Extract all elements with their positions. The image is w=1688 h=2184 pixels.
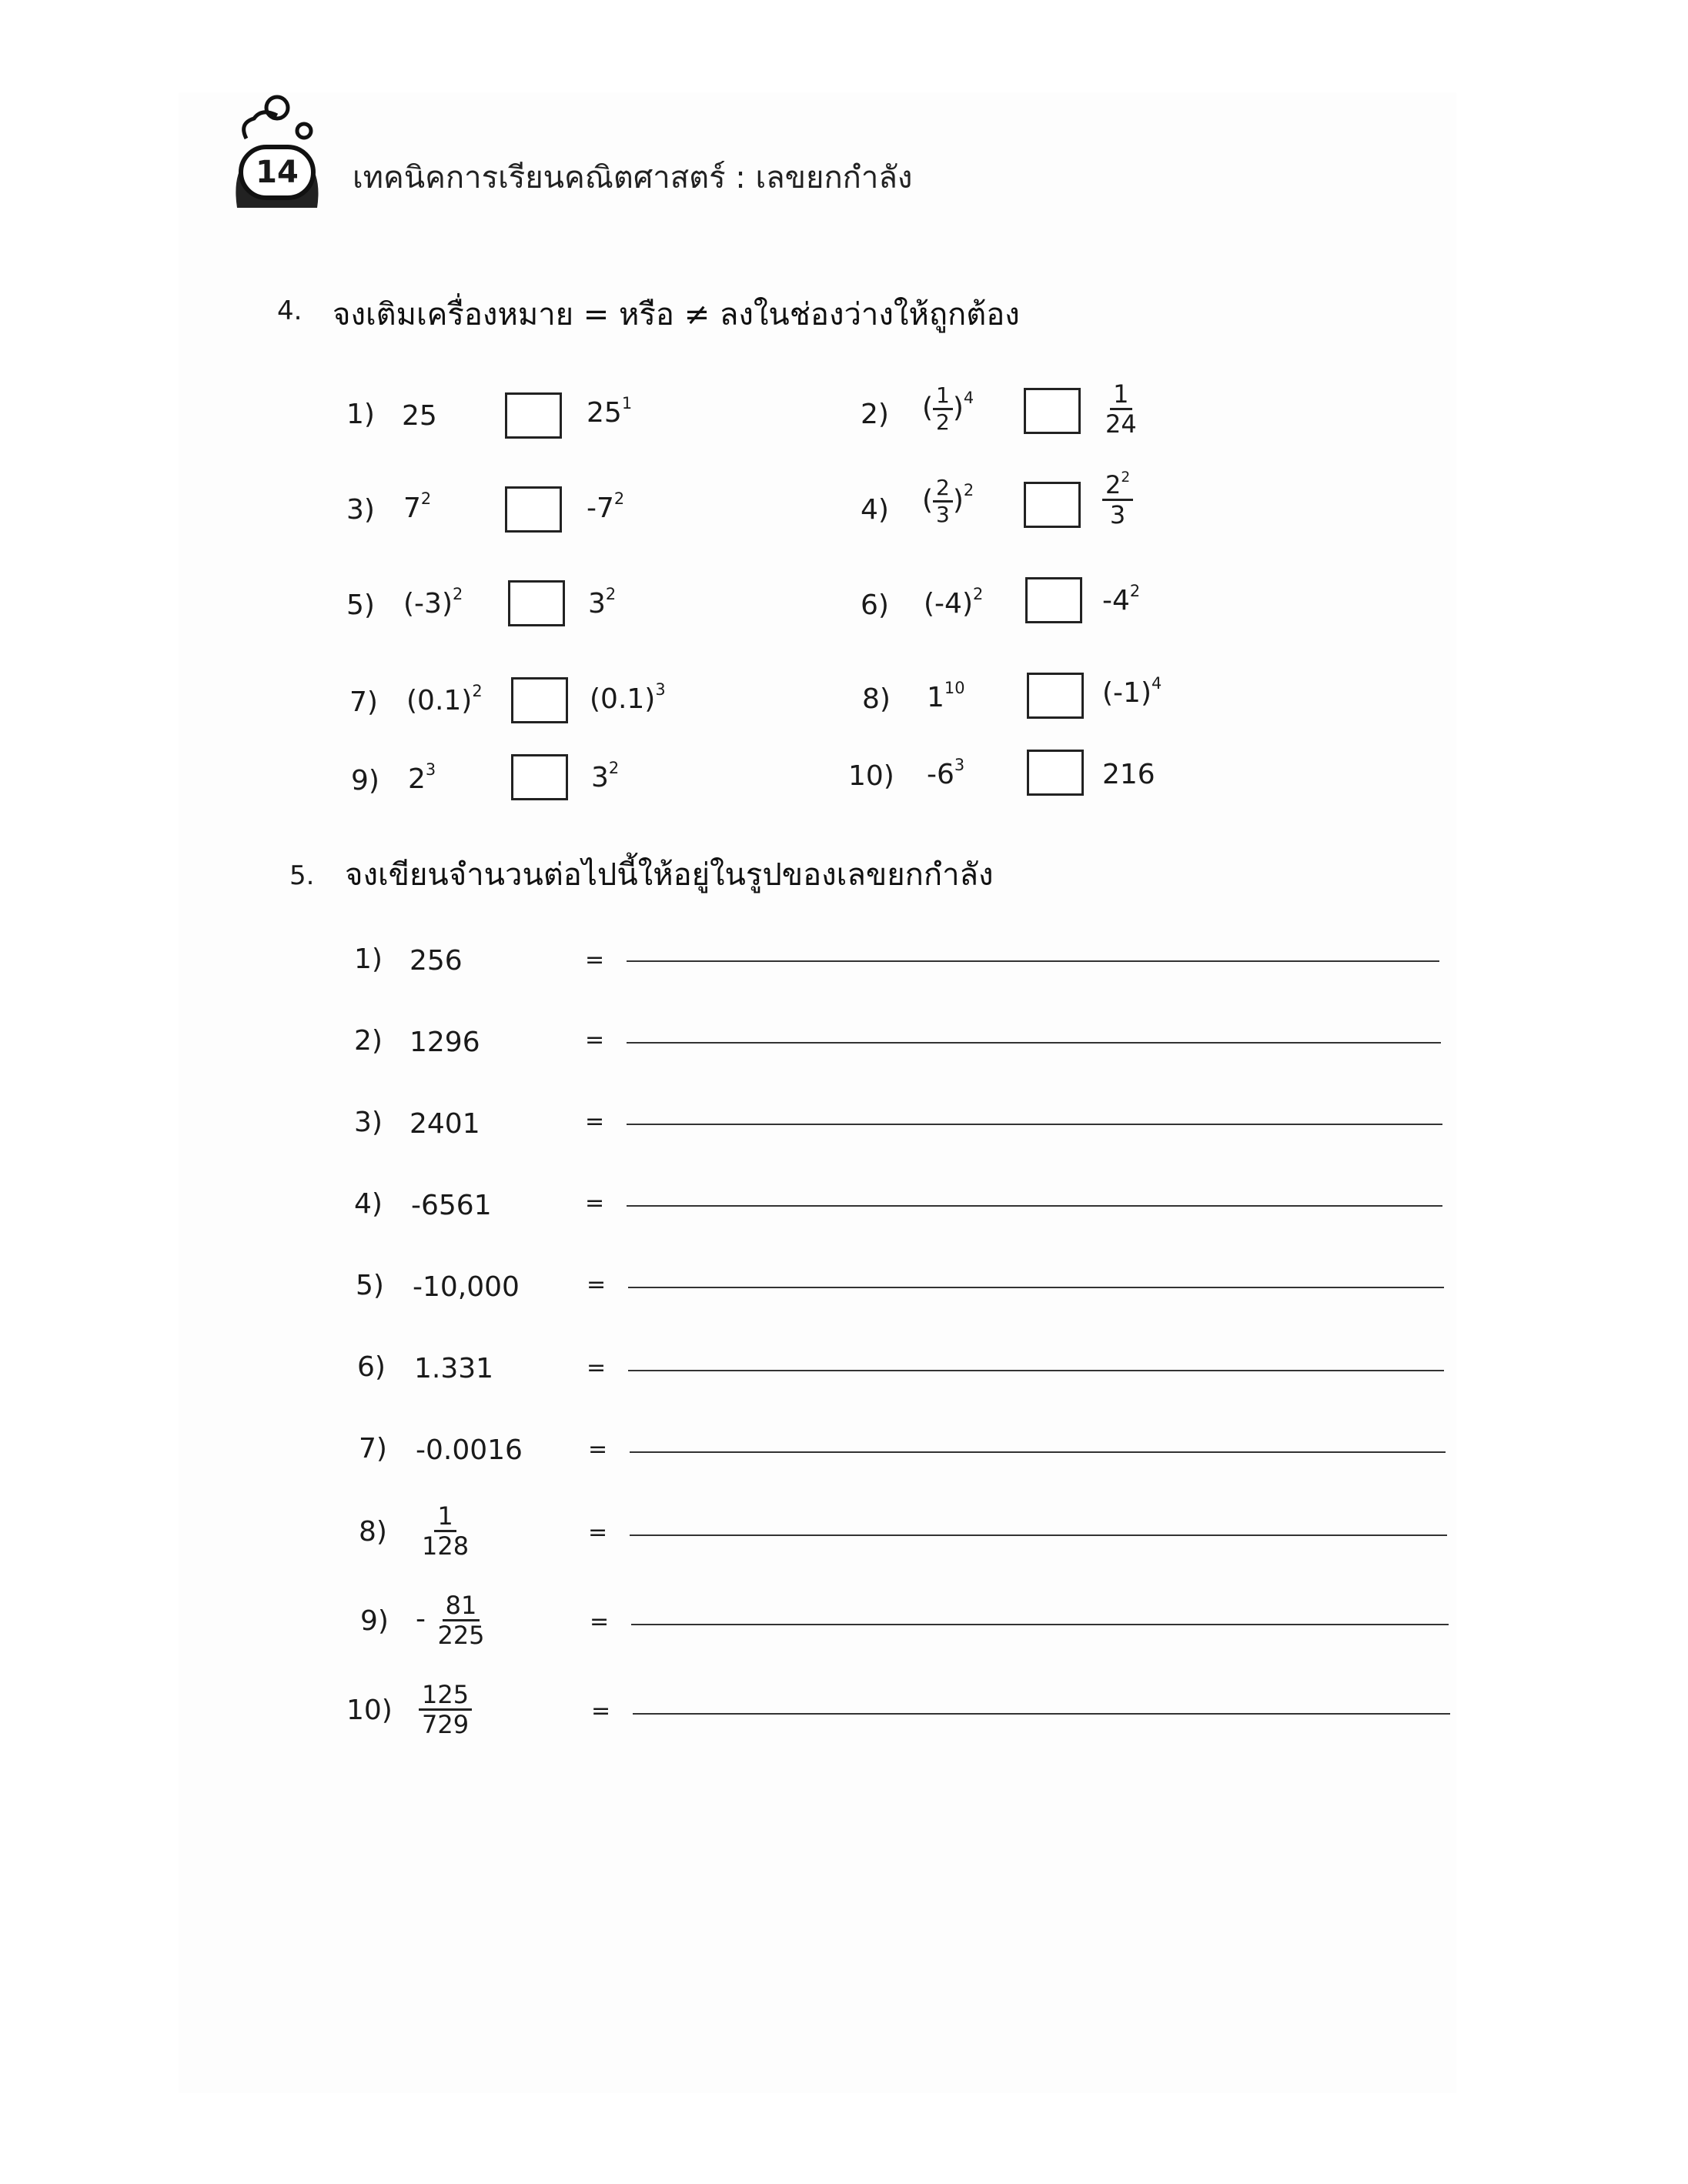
q4-item-9-label: 9) [351, 765, 379, 796]
q4-item-3-label: 3) [346, 494, 375, 526]
q4-item-3-left: $7^2$ [403, 489, 432, 524]
q4-item-5-answer-box[interactable] [508, 580, 565, 626]
q4-item-1-label: 1) [346, 399, 375, 430]
q4-item-2-answer-box[interactable] [1024, 388, 1081, 434]
q5-item-5-answer-line[interactable] [628, 1287, 1444, 1288]
q4-item-2-right: $\frac{1}{24}$ [1105, 379, 1137, 439]
q5-item-10-answer-line[interactable] [633, 1713, 1450, 1715]
page-sheet [179, 92, 1456, 2093]
q4-item-10-left: $-6^3$ [927, 755, 965, 790]
q4-item-5-label: 5) [346, 589, 375, 621]
q5-item-9-value: - $\frac{81}{225}$ [416, 1591, 485, 1650]
q4-item-2-label: 2) [861, 399, 889, 430]
q4-instruction: จงเติมเครื่องหมาย = หรือ ≠ ลงในช่องว่างให้ถูกต้อง [333, 297, 1020, 332]
q4-item-4-left: ( $\frac{2}{3}$ )$^2$ [922, 475, 974, 527]
q4-item-9-answer-box[interactable] [511, 754, 568, 800]
q5-item-1-equals: = [585, 947, 605, 973]
q5-item-6-equals: = [587, 1354, 607, 1381]
q5-item-3-equals: = [585, 1108, 605, 1135]
q4-item-4-right: $\frac{2^2}{3}$ [1102, 473, 1133, 527]
q4-item-7-right: $(0.1)^3$ [590, 680, 666, 715]
q5-item-10-equals: = [591, 1698, 611, 1725]
q4-item-8-label: 8) [862, 683, 891, 715]
q5-item-7-answer-line[interactable] [630, 1451, 1446, 1453]
q4-item-1-left: 25 [402, 400, 437, 432]
q4-item-1-answer-box[interactable] [505, 392, 562, 439]
q4-item-8-left: $1^{10}$ [927, 678, 965, 713]
q5-item-5-label: 5) [356, 1270, 384, 1301]
q5-item-8-answer-line[interactable] [630, 1534, 1447, 1536]
q4-item-6-left: $(-4)^2$ [924, 584, 984, 619]
q5-item-1-label: 1) [354, 943, 383, 975]
q4-item-10-answer-box[interactable] [1027, 750, 1084, 796]
q5-item-6-value: 1.331 [414, 1353, 494, 1384]
q5-item-9-answer-line[interactable] [631, 1624, 1449, 1625]
q5-item-3-answer-line[interactable] [627, 1124, 1442, 1125]
q5-item-4-equals: = [585, 1190, 605, 1217]
q5-item-2-answer-line[interactable] [627, 1042, 1441, 1044]
page-number-badge [239, 145, 316, 200]
q4-item-1-right: $25^1$ [587, 393, 633, 429]
q5-item-9-equals: = [590, 1608, 610, 1635]
q5-item-5-value: -10,000 [413, 1271, 520, 1303]
q4-item-6-answer-box[interactable] [1025, 577, 1082, 623]
q5-item-3-value: 2401 [409, 1108, 480, 1140]
q4-item-4-label: 4) [861, 494, 889, 526]
q4-item-6-label: 6) [861, 589, 889, 621]
q5-item-2-value: 1296 [409, 1027, 480, 1058]
q5-item-6-label: 6) [357, 1351, 386, 1383]
q4-item-8-right: $(-1)^4$ [1102, 673, 1162, 709]
q4-item-9-left: $2^3$ [408, 760, 436, 795]
q5-item-5-equals: = [587, 1271, 607, 1298]
q4-item-7-answer-box[interactable] [511, 677, 568, 723]
q5-item-8-label: 8) [359, 1516, 387, 1548]
q5-item-8-equals: = [588, 1519, 608, 1546]
q5-item-7-equals: = [588, 1436, 608, 1463]
q5-number: 5. [289, 860, 315, 891]
q5-instruction: จงเขียนจำนวนต่อไปนี้ให้อยู่ในรูปของเลขยกกำลัง [345, 857, 994, 893]
q4-item-9-right: $3^2$ [591, 758, 620, 793]
q4-item-5-left: $(-3)^2$ [403, 584, 463, 619]
q4-item-7-left: $(0.1)^2$ [406, 681, 483, 716]
page-number: 14 [256, 155, 299, 190]
q4-item-5-right: $3^2$ [588, 584, 617, 619]
q5-item-7-label: 7) [359, 1433, 387, 1464]
q5-item-3-label: 3) [354, 1107, 383, 1138]
q5-item-10-label: 10) [346, 1695, 393, 1726]
q5-item-1-answer-line[interactable] [627, 960, 1439, 962]
q5-item-9-label: 9) [360, 1605, 389, 1637]
q4-item-4-answer-box[interactable] [1024, 482, 1081, 528]
q5-item-4-value: -6561 [411, 1190, 492, 1221]
q5-item-7-value: -0.0016 [416, 1434, 523, 1466]
q4-item-3-answer-box[interactable] [505, 486, 562, 533]
q5-item-10-value: $\frac{125}{729}$ [419, 1682, 472, 1737]
q5-item-6-answer-line[interactable] [628, 1370, 1444, 1371]
q5-item-8-value: $\frac{1}{128}$ [422, 1501, 470, 1561]
q4-item-7-label: 7) [349, 686, 378, 718]
q4-item-10-label: 10) [848, 760, 894, 792]
header-title: เทคนิคการเรียนคณิตศาสตร์ : เลขยกกำลัง [353, 160, 913, 195]
q5-item-4-answer-line[interactable] [627, 1205, 1442, 1207]
q4-number: 4. [277, 296, 303, 326]
q5-item-2-equals: = [585, 1027, 605, 1054]
q4-item-2-left: ( $\frac{1}{2}$ )$^4$ [922, 382, 974, 435]
q4-item-6-right: $-4^2$ [1102, 581, 1141, 616]
q4-item-3-right: $-7^2$ [587, 489, 625, 524]
q4-item-8-answer-box[interactable] [1027, 673, 1084, 719]
q4-item-10-right: 216 [1102, 759, 1155, 790]
q5-item-2-label: 2) [354, 1025, 383, 1057]
q5-item-4-label: 4) [354, 1188, 383, 1220]
q5-item-1-value: 256 [409, 945, 463, 977]
